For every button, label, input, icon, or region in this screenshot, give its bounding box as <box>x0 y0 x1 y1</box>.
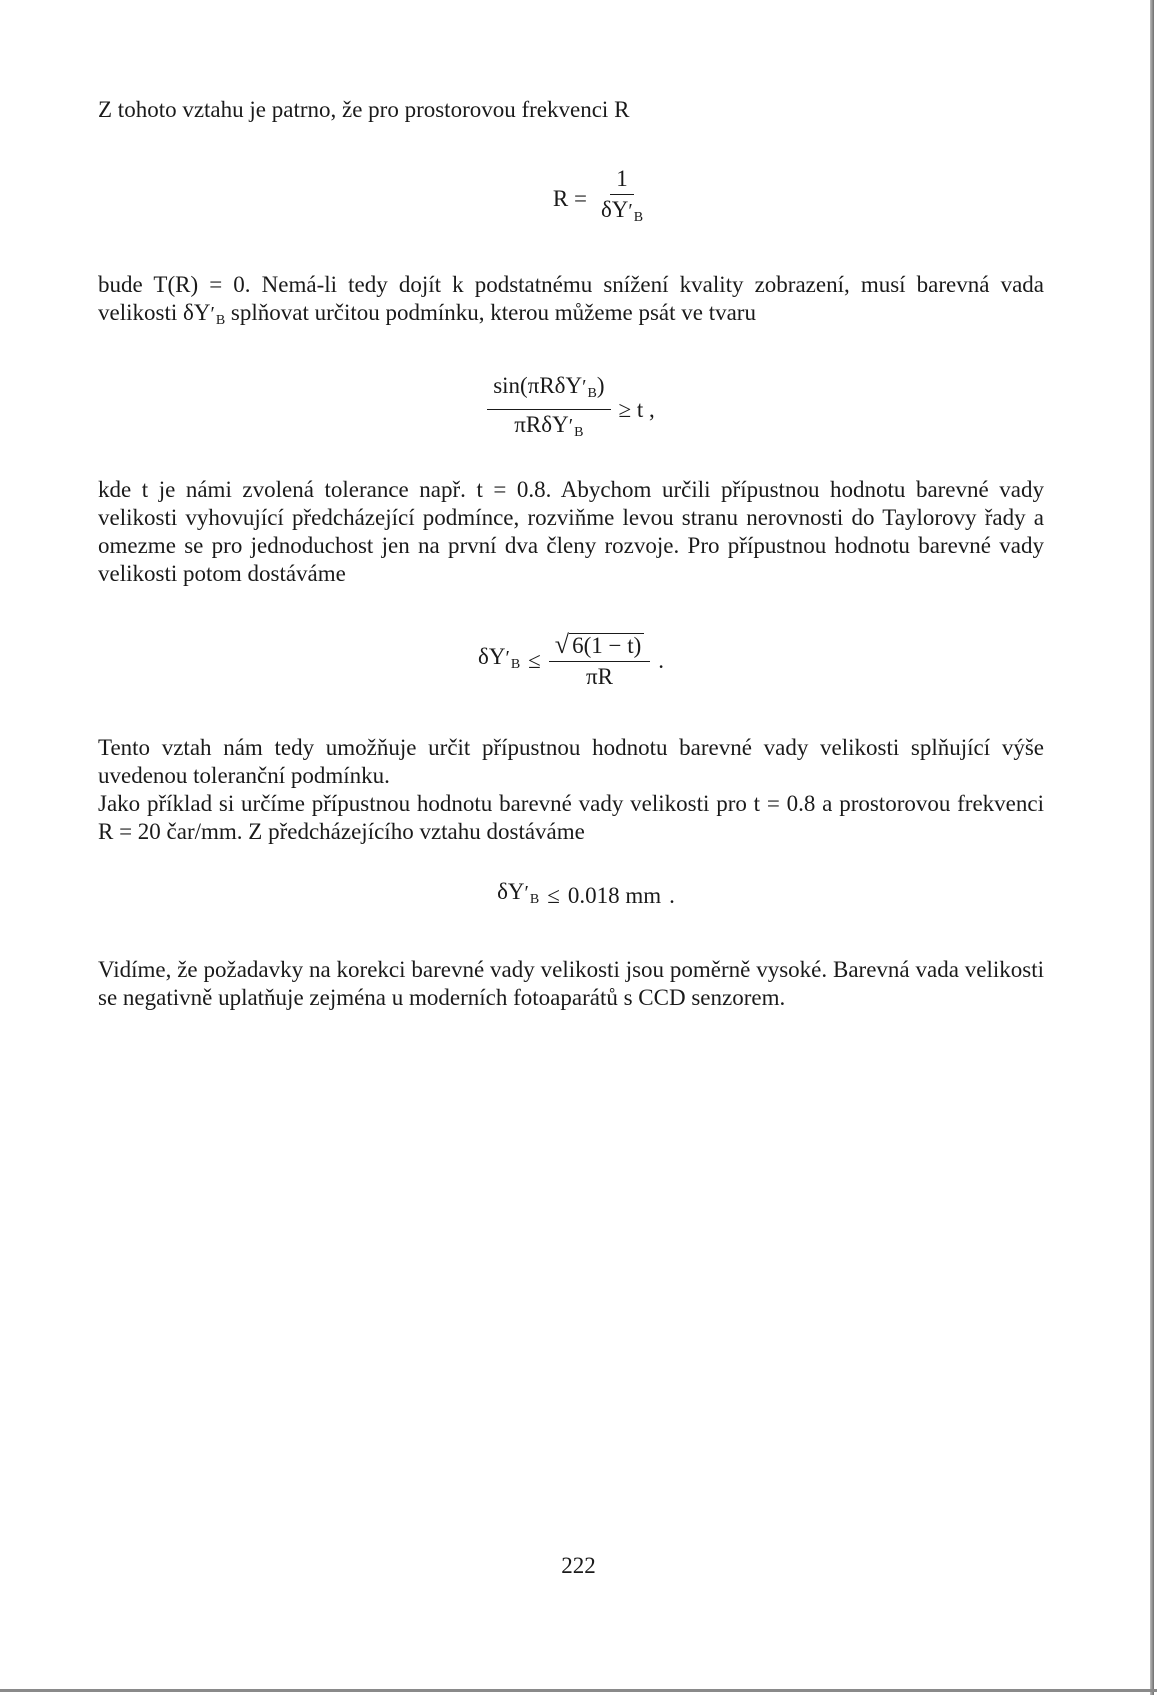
equation-numeric-result <box>128 878 1044 914</box>
prime-mark: ′ <box>210 303 215 325</box>
paragraph-2-part-b: splňovat určitou podmínku, kterou můžeme psát ve tvaru <box>225 300 756 325</box>
eq4-value: 0.018 mm <box>567 883 662 908</box>
eq4-relation: ≤ <box>547 883 560 908</box>
prime-mark: ′ <box>628 200 633 222</box>
inline-delta-y <box>182 300 226 328</box>
eq3-denominator: πR <box>586 664 613 689</box>
delta-y-symbol: δY <box>497 879 525 904</box>
eq3-numerator <box>549 632 650 662</box>
subscript-b: B <box>510 657 521 672</box>
subscript-b: B <box>587 386 597 401</box>
paragraph-2 <box>98 271 1044 335</box>
eq2-num-prefix: sin(πRδY <box>493 373 583 398</box>
paragraph-2-part-a: bude T(R) = 0. Nemá-li tedy dojít k podstatnému snížení kvality zobrazení, musí barevná vada velikosti <box>98 272 1044 325</box>
subscript-b: B <box>529 892 540 907</box>
eq2-fraction <box>487 373 610 446</box>
eq3-tail: . <box>658 648 664 673</box>
eq2-numerator <box>487 373 610 410</box>
eq2-denominator <box>508 410 589 446</box>
prime-mark: ′ <box>524 882 529 904</box>
eq1-numerator: 1 <box>610 166 634 195</box>
prime-mark: ′ <box>505 647 510 669</box>
subscript-b: B <box>633 210 644 225</box>
prime-mark: ′ <box>568 415 574 437</box>
eq2-rhs: ≥ t , <box>618 396 655 422</box>
equation-permissible-value <box>98 632 1044 690</box>
subscript-b: B <box>215 313 226 328</box>
equation-tolerance-condition <box>98 373 1044 446</box>
paragraph-4: Tento vztah nám tedy umožňuje určit přípustnou hodnotu barevné vady velikosti splňující výše uvedenou toleranční podmínku. <box>98 735 1044 788</box>
paragraph-1: Z tohoto vztahu je patrno, že pro prostorovou frekvenci R <box>98 97 630 122</box>
square-root <box>555 632 644 658</box>
eq3-relation: ≤ <box>528 648 541 673</box>
delta-y-symbol: δY <box>600 197 629 222</box>
prime-mark: ′ <box>582 376 587 398</box>
delta-y-symbol: δY <box>182 300 211 325</box>
eq4-lhs <box>493 878 543 914</box>
radicand: 6(1 − t) <box>569 633 644 658</box>
page-content <box>98 96 1044 1012</box>
radical-sign: √ <box>554 630 570 659</box>
paragraph-5: Jako příklad si určíme přípustnou hodnotu barevné vady velikosti pro t = 0.8 a prostorovou frekvenci R = 20 čar/mm. Z předcházejícího vztahu dostáváme <box>98 791 1044 844</box>
page-number: 222 <box>561 1553 596 1578</box>
eq2-den-prefix: πRδY <box>514 412 569 437</box>
eq1-denominator <box>595 195 649 231</box>
eq3-lhs <box>474 643 524 679</box>
eq1-lhs: R = <box>552 185 587 211</box>
eq1-fraction <box>595 166 649 231</box>
paragraph-6: Vidíme, že požadavky na korekci barevné vady velikosti jsou poměrně vysoké. Barevná vada velikosti se negativně uplatňuje zejména u moderních fotoaparátů s CCD senzorem. <box>98 957 1044 1010</box>
scan-edge-bottom <box>0 1689 1157 1692</box>
scan-edge-right <box>1150 0 1154 1695</box>
paragraph-3: kde t je námi zvolená tolerance např. t = 0.8. Abychom určili přípustnou hodnotu barevné vady velikosti vyhovující předcházející podmínce, rozviňme levou stranu nerovnosti do Taylorovy řady a omezme se pro jednoduchost jen na první dva členy rozvoje. Pro přípustnou hodnotu barevné vady velikosti potom dostáváme <box>98 477 1044 586</box>
eq2-num-suffix: ) <box>596 373 605 398</box>
equation-spatial-frequency <box>158 166 1044 231</box>
eq4-tail: . <box>669 883 675 908</box>
delta-y-symbol: δY <box>477 644 506 669</box>
eq3-fraction <box>549 632 650 690</box>
subscript-b: B <box>574 425 584 440</box>
